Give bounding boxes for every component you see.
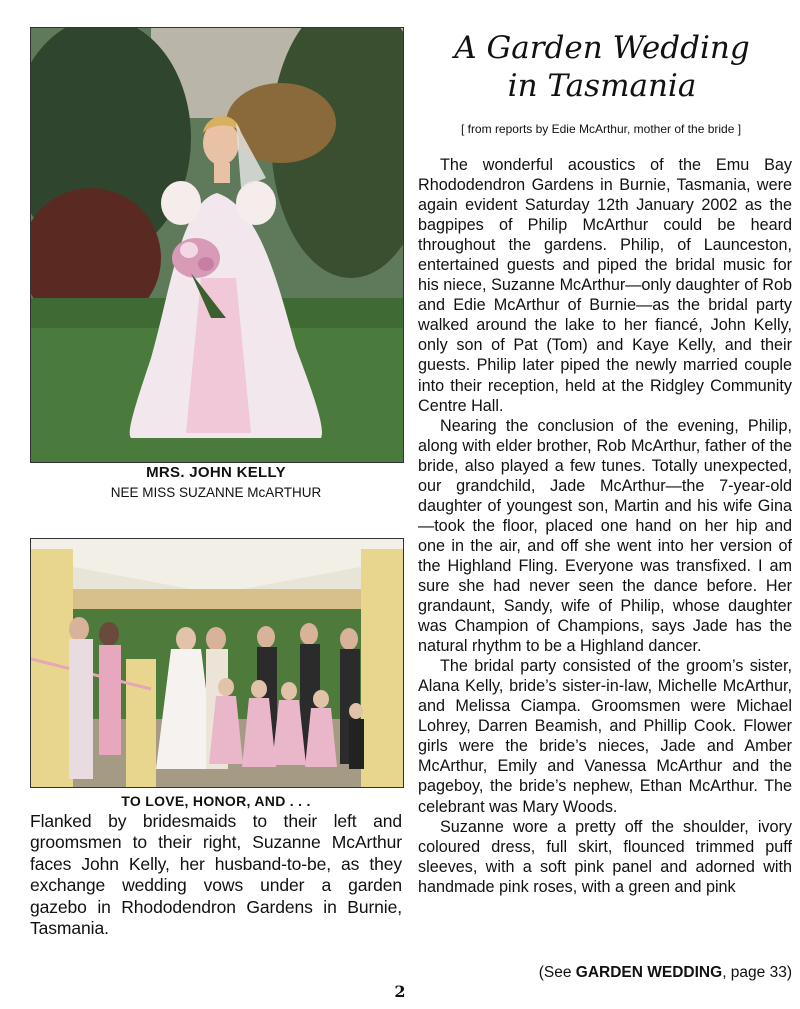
- article-paragraph: Suzanne wore a pretty off the shoulder, ivory coloured dress, full skirt, flounced trimmed puff sleeves, with a soft pink panel and adorned with handmade pink roses, with a green and pink: [418, 817, 792, 896]
- article-attribution: [ from reports by Edie McArthur, mother of the bride ]: [460, 122, 742, 136]
- continuation-link: GARDEN WEDDING: [575, 964, 723, 981]
- continuation-prefix: (See: [538, 964, 576, 981]
- continuation-suffix: , page 33): [722, 964, 792, 981]
- article-paragraph: The bridal party consisted of the groom’s sister, Alana Kelly, bride’s sister-in-law, Michelle McArthur, and Melissa Ciampa. Groomsmen were Michael Lohrey, Darren Beamish, and Phillip Cook. Flower girls were the bride’s nieces, Jade and Amber McArthur, Emily and Vanessa McArthur and the pageboy, the bride’s nephew, Ethan McArthur. The celebrant was Mary Woods.: [418, 657, 792, 816]
- gazebo-photo-caption-text: Flanked by bridesmaids to their left and groomsmen to their right, Suzanne McArthur faces John Kelly, her husband-to-be, as they exchange wedding vows under a garden gazebo in Rhododendron Gardens in Burnie, Tasmania.: [30, 811, 402, 939]
- bride-portrait-photo: [30, 27, 404, 463]
- article-paragraph: The wonderful acoustics of the Emu Bay Rhododendron Gardens in Burnie, Tasmania, were again evident Saturday 12th January 2002 as the bagpipes of Philip McArthur could be heard throughout the gardens. Philip, of Launceston, entertained guests and piped the bridal music for his niece, Suzanne McArthur—only daughter of Rob and Edie McArthur of Burnie—as the bridal party walked around the lake to her fiancé, John Kelly, only son of Pat (Tom) and Kaye Kelly, and their guests. Philip later piped the newly married couple into their reception, held at the Ridgley Community Centre Hall.: [418, 156, 792, 415]
- gazebo-ceremony-image: [31, 539, 403, 787]
- continuation-reference: [418, 964, 792, 982]
- article-body: [418, 155, 792, 897]
- bride-portrait-image: [31, 28, 403, 462]
- page-number: 2: [394, 982, 406, 1001]
- article-paragraph: Nearing the conclusion of the evening, Philip, along with elder brother, Rob McArthur, father of the bride, also played a few tunes. Totally unexpected, our grandchild, Jade McArthur—the 7-year-old daughter of youngest son, Martin and his wife Gina—took the floor, placed one hand on her hip and one in the air, and off she went into her version of the Highland Fling. Everyone was transfixed. I am sure she had never seen the dance before. Her grandaunt, Sandy, wife of Philip, whose daughter was Champion of Champions, says Jade has the natural rhythm to be a Highland dancer.: [418, 416, 792, 656]
- bride-photo-caption-title: MRS. JOHN KELLY: [146, 464, 286, 481]
- bride-photo-caption-subtitle: NEE MISS SUZANNE McARTHUR: [110, 485, 322, 500]
- article-title-line-1: A Garden Wedding: [454, 30, 750, 66]
- article-title-line-2: in Tasmania: [507, 68, 697, 104]
- gazebo-photo-caption-title: TO LOVE, HONOR, AND . . .: [121, 793, 311, 809]
- gazebo-ceremony-photo: [30, 538, 404, 788]
